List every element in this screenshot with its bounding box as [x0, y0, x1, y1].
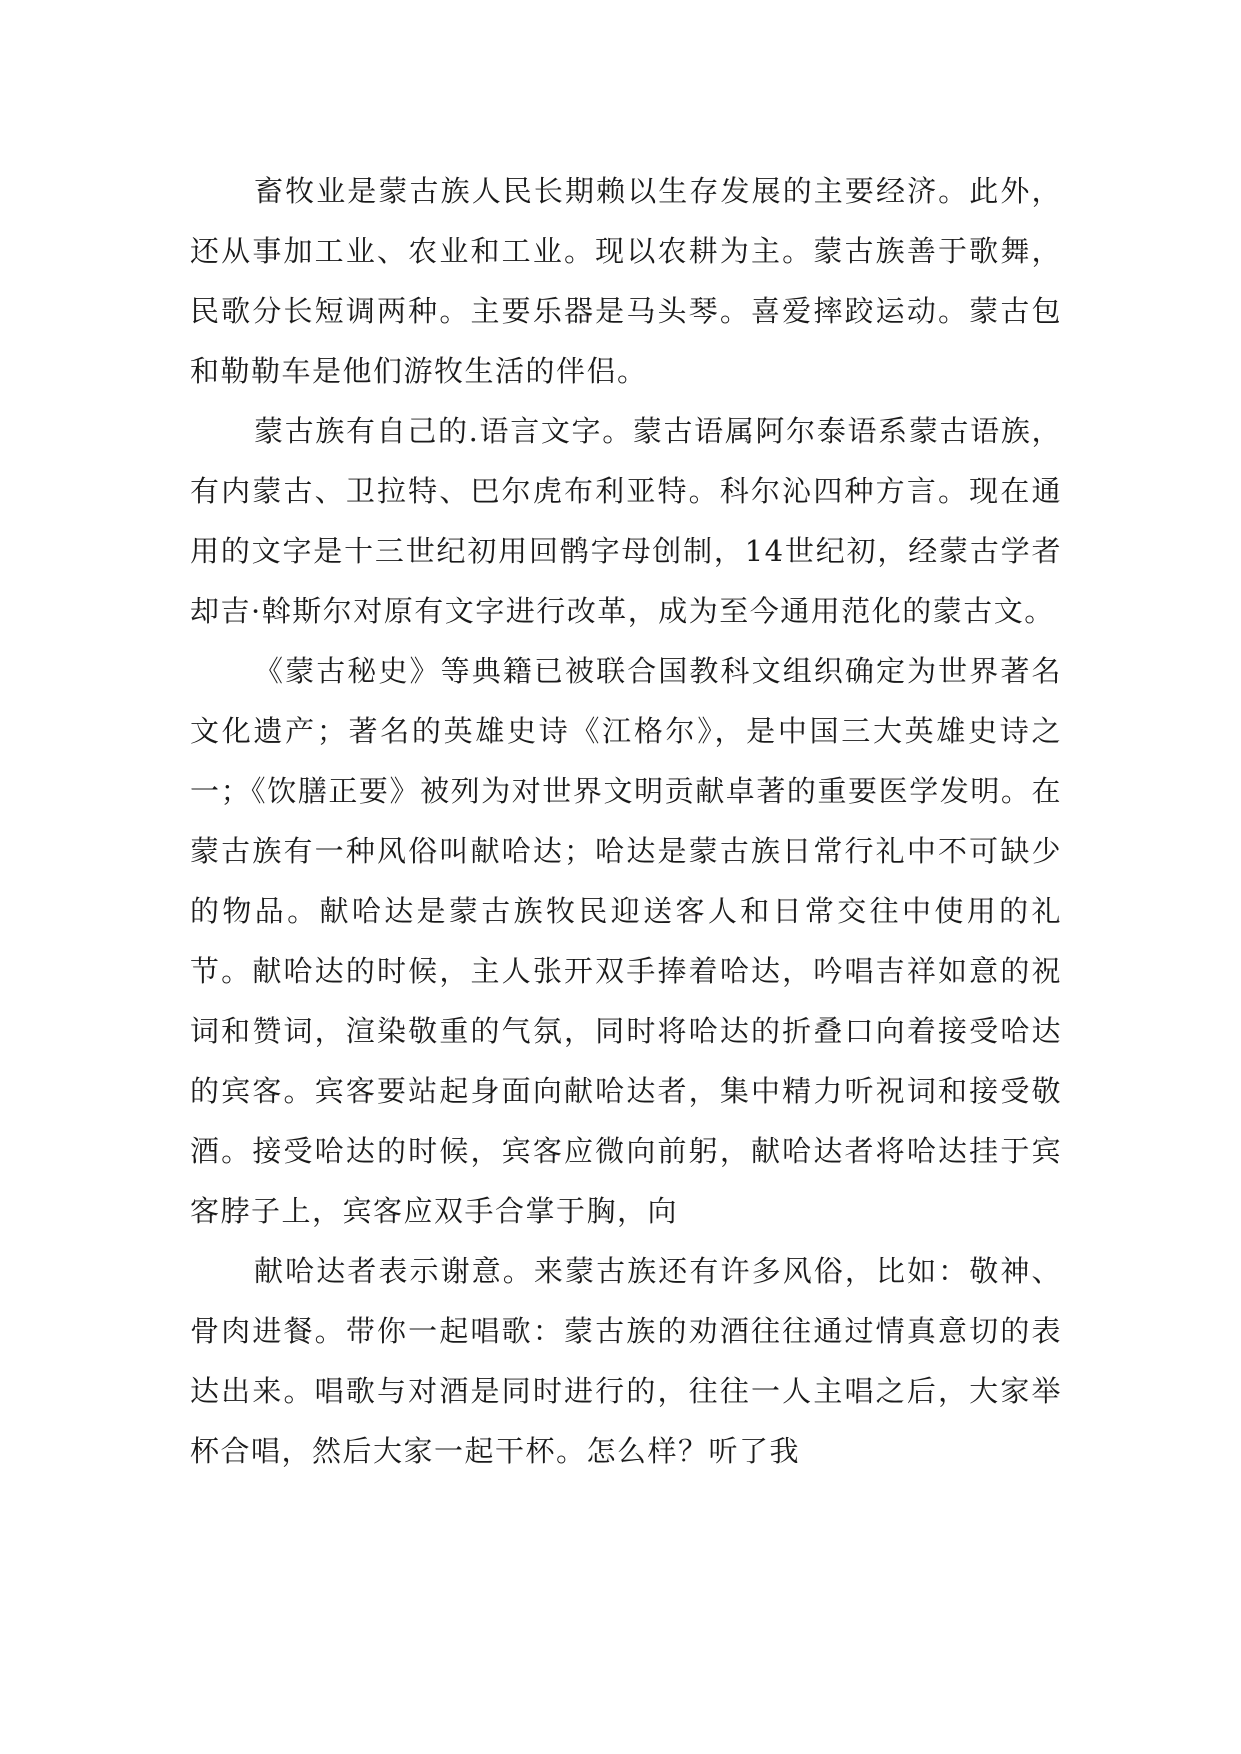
paragraph-pastoralism: 畜牧业是蒙古族人民长期赖以生存发展的主要经济。此外，还从事加工业、农业和工业。现以农耕为主。蒙古族善于歌舞，民歌分长短调两种。主要乐器是马头琴。喜爱摔跤运动。蒙古包和勒勒车是他们游牧生活的伴侣。: [190, 174, 1062, 388]
document-body: [190, 161, 1062, 1481]
paragraph-language: 蒙古族有自己的.语言文字。蒙古语属阿尔泰语系蒙古语族，有内蒙古、卫拉特、巴尔虎布利亚特。科尔沁四种方言。现在通用的文字是十三世纪初用回鹘字母创制，14世纪初，经蒙古学者却吉·斡斯尔对原有文字进行改革，成为至今通用范化的蒙古文。: [190, 414, 1062, 628]
paragraph-culture-hada: 《蒙古秘史》等典籍已被联合国教科文组织确定为世界著名文化遗产；著名的英雄史诗《江格尔》，是中国三大英雄史诗之一；《饮膳正要》被列为对世界文明贡献卓著的重要医学发明。在蒙古族有一种风俗叫献哈达；哈达是蒙古族日常行礼中不可缺少的物品。献哈达是蒙古族牧民迎送客人和日常交往中使用的礼节。献哈达的时候，主人张开双手捧着哈达，吟唱吉祥如意的祝词和赞词，渲染敬重的气氛，同时将哈达的折叠口向着接受哈达的宾客。宾客要站起身面向献哈达者，集中精力听祝词和接受敬酒。接受哈达的时候，宾客应微向前躬，献哈达者将哈达挂于宾客脖子上，宾客应双手合掌于胸，向: [190, 654, 1062, 1228]
paragraph-customs: 献哈达者表示谢意。来蒙古族还有许多风俗，比如：敬神、骨肉进餐。带你一起唱歌：蒙古族的劝酒往往通过情真意切的表达出来。唱歌与对酒是同时进行的，往往一人主唱之后，大家举杯合唱，然后大家一起干杯。怎么样？听了我: [190, 1254, 1062, 1468]
